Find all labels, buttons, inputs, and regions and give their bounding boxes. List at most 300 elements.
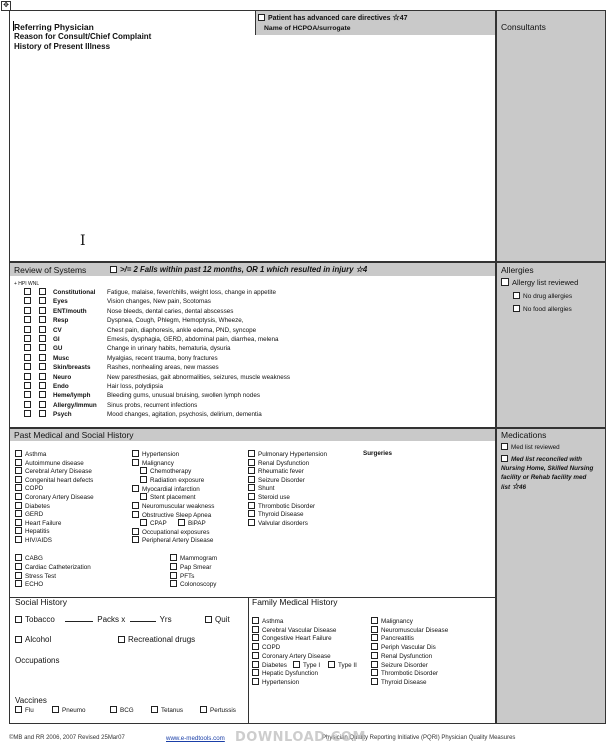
- vaccine-item[interactable]: [110, 706, 134, 714]
- checkbox[interactable]: [252, 643, 259, 650]
- pmsh-title: Past Medical and Social History: [14, 430, 134, 440]
- checkbox[interactable]: [15, 706, 22, 713]
- pmsh-item[interactable]: [248, 510, 304, 518]
- star-icon: ☆: [392, 13, 400, 22]
- ros-system-desc: Bleeding gums, unusual bruising, swollen lymph nodes: [107, 392, 260, 400]
- checkbox[interactable]: [140, 493, 147, 500]
- pmsh-item-label: Cerebral Artery Disease: [25, 468, 92, 476]
- checkbox[interactable]: [248, 467, 255, 474]
- procedure-item[interactable]: [15, 580, 43, 588]
- family-item[interactable]: [252, 652, 331, 660]
- checkbox[interactable]: [24, 316, 31, 323]
- family-item[interactable]: [371, 652, 432, 660]
- checkbox[interactable]: [252, 634, 259, 641]
- text-cursor: [13, 21, 14, 31]
- occupations-label: Occupations: [15, 656, 60, 665]
- checkbox[interactable]: [52, 706, 59, 713]
- ros-system-name: Heme/lymph: [53, 392, 91, 400]
- falls-label: >/= 2 Falls within past 12 months, OR 1 which resulted in injury: [120, 265, 354, 274]
- checkbox[interactable]: [170, 563, 177, 570]
- procedure-item-label: ECHO: [25, 581, 44, 589]
- pmsh-item[interactable]: [140, 476, 204, 484]
- pmsh-item-label: Thrombotic Disorder: [258, 502, 316, 510]
- ros-system-desc: Chest pain, diaphoresis, ankle edema, PND, syncope: [107, 326, 257, 334]
- checkbox[interactable]: [15, 450, 22, 457]
- family-item-label: Neuromuscular Disease: [381, 626, 449, 634]
- ros-system-name: GU: [53, 345, 63, 353]
- pmsh-item[interactable]: [15, 527, 50, 535]
- vaccine-label: Pertussis: [210, 707, 236, 714]
- ros-row: [24, 410, 262, 418]
- consultants-panel: [496, 10, 606, 262]
- vaccine-label: Flu: [25, 707, 34, 714]
- pmsh-item-label: Malignancy: [142, 460, 174, 467]
- checkbox[interactable]: [200, 706, 207, 713]
- procedure-item[interactable]: [15, 563, 91, 571]
- footer-pqri: Physician Quality Reporting Initiative (PQRI) Physician Quality Measures: [322, 735, 516, 741]
- surgeries-label: Surgeries: [363, 450, 393, 457]
- ros-row: [24, 354, 218, 362]
- hcpoa-label: Name of HCPOA/surrogate: [264, 25, 351, 32]
- checkbox[interactable]: [24, 344, 31, 351]
- procedure-item-label: Mammogram: [180, 555, 218, 562]
- checkbox[interactable]: [39, 288, 46, 295]
- family-item-label: Seizure Disorder: [381, 661, 428, 669]
- checkbox[interactable]: [501, 455, 508, 462]
- checkbox[interactable]: [15, 527, 22, 534]
- footer-link[interactable]: www.e-medtools.com: [166, 735, 225, 742]
- checkbox[interactable]: [39, 297, 46, 304]
- pmsh-item-label: Steroid use: [258, 494, 290, 501]
- pmsh-item-label: Congenital heart defects: [25, 476, 94, 484]
- checkbox[interactable]: [178, 519, 185, 526]
- consultants-title: Consultants: [501, 22, 546, 32]
- family-item[interactable]: [371, 643, 436, 651]
- pmsh-item-label: Hepatitis: [25, 528, 50, 536]
- family-item-label: Congestive Heart Failure: [262, 635, 332, 643]
- pmsh-item-label: Thyroid Disease: [258, 511, 304, 519]
- checkbox[interactable]: [39, 307, 46, 314]
- referring-physician-label: Referring Physician: [14, 22, 94, 32]
- family-item-label: Asthma: [262, 618, 284, 625]
- procedure-item[interactable]: [170, 580, 216, 588]
- checkbox[interactable]: [132, 511, 139, 518]
- checkbox[interactable]: [15, 510, 22, 517]
- checkbox[interactable]: [248, 484, 255, 491]
- checkbox[interactable]: [248, 502, 255, 509]
- procedure-item-label: Colonoscopy: [180, 581, 217, 589]
- family-history-title: Family Medical History: [252, 597, 338, 607]
- pmsh-item[interactable]: [132, 528, 210, 536]
- checkbox[interactable]: [371, 669, 378, 676]
- pmsh-item-label: Asthma: [25, 451, 47, 458]
- ros-system-name: Endo: [53, 383, 69, 390]
- allergy-list-reviewed[interactable]: Allergy list reviewed: [501, 278, 578, 287]
- pmsh-item-label: Coronary Artery Disease: [25, 494, 94, 501]
- pmsh-item[interactable]: [248, 484, 274, 492]
- ros-system-desc: Change in urinary habits, hematuria, dysuria: [107, 345, 231, 353]
- checkbox[interactable]: [140, 519, 147, 526]
- checkbox[interactable]: [39, 373, 46, 380]
- checkbox[interactable]: [371, 661, 378, 668]
- family-item-label: Cerebral Vascular Disease: [262, 626, 337, 634]
- checkbox[interactable]: [248, 519, 255, 526]
- pmsh-item[interactable]: [140, 519, 167, 527]
- checkbox[interactable]: [371, 626, 378, 633]
- checkbox[interactable]: [15, 459, 22, 466]
- checkbox[interactable]: [248, 450, 255, 457]
- checkbox[interactable]: [15, 476, 22, 483]
- checkbox[interactable]: [151, 706, 158, 713]
- checkbox[interactable]: [39, 401, 46, 408]
- pmsh-item[interactable]: [132, 459, 174, 467]
- family-item[interactable]: [252, 678, 299, 686]
- ros-row: [24, 307, 233, 315]
- checkbox[interactable]: [39, 316, 46, 323]
- checkbox[interactable]: [371, 652, 378, 659]
- checkbox[interactable]: [24, 401, 31, 408]
- checkbox[interactable]: [132, 502, 139, 509]
- ros-row: [24, 326, 256, 334]
- ros-row: [24, 373, 290, 381]
- checkbox[interactable]: [15, 536, 22, 543]
- pmsh-item[interactable]: [15, 510, 43, 518]
- pmsh-item[interactable]: [15, 476, 93, 484]
- ros-system-name: Musc: [53, 354, 70, 362]
- checkbox[interactable]: [39, 410, 46, 417]
- family-item[interactable]: [371, 669, 438, 677]
- allergies-title: Allergies: [501, 265, 534, 275]
- ros-row: [24, 344, 231, 352]
- ros-system-name: ENT/mouth: [53, 307, 87, 315]
- checkbox[interactable]: [15, 616, 22, 623]
- ros-system-desc: Dyspnea, Cough, Phlegm, Hemoptysis, Wheeze,: [107, 317, 244, 325]
- pmsh-item-label: Valvular disorders: [258, 519, 308, 527]
- checkbox[interactable]: [132, 450, 139, 457]
- checkbox[interactable]: [15, 563, 22, 570]
- pmsh-item[interactable]: [15, 519, 61, 527]
- pmsh-item-label: BiPAP: [188, 520, 206, 527]
- vaccine-item[interactable]: [151, 706, 183, 714]
- checkbox[interactable]: [39, 382, 46, 389]
- ros-row: [24, 335, 279, 343]
- procedure-item-label: Pap Smear: [180, 563, 212, 571]
- checkbox[interactable]: [140, 467, 147, 474]
- checkbox[interactable]: [15, 502, 22, 509]
- pmsh-item[interactable]: [248, 493, 290, 501]
- pmsh-item[interactable]: [132, 536, 213, 544]
- ros-system-name: Psych: [53, 411, 72, 419]
- checkbox[interactable]: [258, 14, 265, 21]
- hpi-label: History of Present Illness: [14, 42, 111, 51]
- ros-system-name: Neuro: [53, 373, 72, 381]
- checkbox[interactable]: [15, 572, 22, 579]
- checkbox[interactable]: [252, 661, 259, 668]
- ros-system-desc: Mood changes, agitation, psychosis, delirium, dementia: [107, 411, 262, 419]
- pmsh-item-label: Diabetes: [25, 502, 50, 510]
- checkbox[interactable]: [110, 706, 117, 713]
- checkbox[interactable]: [132, 536, 139, 543]
- advanced-directives-option[interactable]: [258, 13, 407, 22]
- pmsh-item-label: Hypertension: [142, 451, 180, 458]
- checkbox[interactable]: [15, 484, 22, 491]
- ros-system-desc: New paresthesias, gait abnormalities, seizures, muscle weakness: [107, 373, 291, 381]
- vaccine-item[interactable]: [200, 706, 236, 714]
- pmsh-item-label: Heart Failure: [25, 519, 62, 527]
- checkbox[interactable]: [24, 373, 31, 380]
- checkbox[interactable]: [15, 467, 22, 474]
- checkbox[interactable]: [15, 554, 22, 561]
- pmsh-item-label: Rheumatic fever: [258, 468, 304, 476]
- pmsh-item[interactable]: [15, 459, 84, 467]
- pmsh-item-label: GERD: [25, 511, 44, 519]
- checkbox[interactable]: [170, 572, 177, 579]
- ros-system-name: Resp: [53, 317, 69, 325]
- ros-system-name: Eyes: [53, 298, 68, 306]
- pmsh-item[interactable]: [132, 511, 211, 519]
- ros-row: [24, 401, 197, 409]
- family-item[interactable]: [252, 643, 280, 651]
- diabetes-type2-label: Type II: [338, 661, 357, 669]
- checkbox[interactable]: [513, 305, 520, 312]
- checkbox[interactable]: [371, 643, 378, 650]
- checkbox[interactable]: [132, 459, 139, 466]
- checkbox[interactable]: [39, 363, 46, 370]
- pmsh-item[interactable]: [248, 459, 309, 467]
- checkbox[interactable]: [24, 382, 31, 389]
- checkbox[interactable]: [252, 617, 259, 624]
- family-item[interactable]: [371, 661, 428, 669]
- checkbox[interactable]: [170, 554, 177, 561]
- checkbox[interactable]: [15, 636, 22, 643]
- move-handle-icon[interactable]: ✥: [1, 1, 11, 11]
- pmsh-item-label: Radiation exposure: [150, 477, 205, 484]
- family-item-label: Malignancy: [381, 618, 413, 625]
- checkbox[interactable]: [371, 678, 378, 685]
- pmsh-item[interactable]: [15, 493, 94, 501]
- pmsh-item[interactable]: [140, 493, 196, 501]
- diabetes-type1-label: Type I: [303, 661, 321, 669]
- family-item-label: Hypertension: [262, 678, 300, 686]
- pmsh-item[interactable]: [15, 450, 46, 458]
- checkbox[interactable]: [24, 354, 31, 361]
- ros-system-desc: Vision changes, New pain, Scotomas: [107, 298, 211, 306]
- star-icon: ☆: [511, 482, 520, 491]
- family-item-label: Renal Dysfunction: [381, 652, 433, 660]
- procedure-item[interactable]: [15, 554, 43, 562]
- med-list-reconciled[interactable]: Med list reconciled with Nursing Home, Skilled Nursing facility or Rehab facility med list ☆46: [501, 456, 594, 491]
- ros-system-desc: Myalgias, recent trauma, bony fractures: [107, 354, 218, 362]
- procedure-item-label: CABG: [25, 555, 43, 562]
- checkbox[interactable]: [39, 391, 46, 398]
- checkbox[interactable]: [24, 363, 31, 370]
- family-item[interactable]: [371, 634, 414, 642]
- pmsh-item[interactable]: [132, 485, 200, 493]
- checkbox[interactable]: [110, 266, 117, 273]
- ros-row: [24, 316, 244, 324]
- checkbox[interactable]: [248, 510, 255, 517]
- pmsh-item-label: HIV/AIDS: [25, 537, 52, 544]
- pmsh-item[interactable]: [132, 502, 214, 510]
- checkbox[interactable]: [205, 616, 212, 623]
- procedure-item[interactable]: [170, 572, 194, 580]
- checkbox[interactable]: [501, 278, 509, 286]
- vaccine-label: Tetanus: [161, 707, 184, 714]
- medications-title: Medications: [501, 430, 547, 440]
- pmsh-item[interactable]: [15, 484, 43, 492]
- checkbox[interactable]: [248, 459, 255, 466]
- pmsh-item[interactable]: [248, 450, 327, 458]
- ros-system-desc: Hair loss, polydipsia: [107, 383, 163, 390]
- family-item-label: Thrombotic Disorder: [381, 670, 439, 678]
- checkbox[interactable]: [24, 307, 31, 314]
- checkbox[interactable]: [140, 476, 147, 483]
- checkbox[interactable]: [24, 297, 31, 304]
- vaccines-label: Vaccines: [15, 696, 47, 705]
- pmsh-item[interactable]: [15, 536, 52, 544]
- checkbox[interactable]: [24, 335, 31, 342]
- checkbox[interactable]: [501, 443, 508, 450]
- rec-drugs-option[interactable]: Recreational drugs: [118, 635, 195, 644]
- checkbox[interactable]: [15, 493, 22, 500]
- checkbox[interactable]: [39, 326, 46, 333]
- no-food-allergies[interactable]: No food allergies: [513, 305, 572, 313]
- checkbox[interactable]: [170, 580, 177, 587]
- family-item[interactable]: [252, 617, 283, 625]
- ros-row: [24, 382, 163, 390]
- checkbox[interactable]: [248, 493, 255, 500]
- ros-row: [24, 363, 219, 371]
- pmsh-item-label: Occupational exposures: [142, 529, 210, 536]
- ros-system-name: Constitutional: [53, 289, 96, 296]
- ros-system-desc: Nose bleeds, dental caries, dental abscesses: [107, 307, 234, 315]
- quit-option[interactable]: Quit: [205, 615, 230, 624]
- procedure-item[interactable]: [15, 572, 56, 580]
- family-item[interactable]: [252, 669, 318, 677]
- checkbox[interactable]: [328, 661, 335, 668]
- checkbox[interactable]: [24, 326, 31, 333]
- family-item-label: Diabetes: [262, 661, 287, 669]
- diabetes-type1[interactable]: [293, 661, 320, 669]
- pmsh-item[interactable]: [140, 467, 191, 475]
- pmsh-item-label: Neuromuscular weakness: [142, 503, 215, 510]
- ros-system-name: CV: [53, 326, 62, 334]
- checkbox[interactable]: [39, 344, 46, 351]
- pmsh-item[interactable]: [15, 502, 50, 510]
- checkbox[interactable]: [248, 476, 255, 483]
- procedure-item-label: PFTs: [180, 572, 195, 580]
- no-drug-allergies[interactable]: No drug allergies: [513, 292, 572, 300]
- advanced-directives-number: 47: [399, 15, 408, 22]
- ros-system-name: GI: [53, 336, 60, 343]
- checkbox[interactable]: [15, 580, 22, 587]
- pmsh-item[interactable]: [132, 450, 179, 458]
- checkbox[interactable]: [252, 652, 259, 659]
- family-item-label: Periph Vascular Dis: [381, 644, 436, 652]
- med-list-reviewed[interactable]: Med list reviewed: [501, 443, 560, 451]
- pmsh-item[interactable]: [248, 502, 315, 510]
- footer-copyright: ©MB and RR 2006, 2007 Revised 25Mar07: [9, 735, 125, 741]
- social-history-title: Social History: [15, 597, 67, 607]
- family-item-label: Hepatic Dysfunction: [262, 670, 318, 678]
- pmsh-item[interactable]: [248, 476, 305, 484]
- vaccine-item[interactable]: [15, 706, 34, 714]
- star-icon: ☆: [355, 265, 363, 274]
- checkbox[interactable]: [24, 410, 31, 417]
- family-item[interactable]: [252, 626, 336, 634]
- checkbox[interactable]: [371, 617, 378, 624]
- family-item[interactable]: [252, 634, 332, 642]
- procedure-item-label: Stress Test: [25, 572, 57, 580]
- family-item-label: COPD: [262, 644, 281, 652]
- ibeam-cursor-icon: I: [80, 233, 86, 249]
- pmsh-item-label: Autoimmune disease: [25, 459, 84, 467]
- pmsh-item-label: Shunt: [258, 485, 275, 493]
- checkbox[interactable]: [118, 636, 125, 643]
- ros-row: [24, 297, 211, 305]
- ros-row: [24, 391, 260, 399]
- family-item[interactable]: [371, 617, 413, 625]
- procedure-item[interactable]: [170, 554, 217, 562]
- checkbox[interactable]: [39, 354, 46, 361]
- checkbox[interactable]: [252, 669, 259, 676]
- tobacco-row[interactable]: Tobacco Packs x Yrs: [15, 615, 172, 624]
- pmsh-item-label: CPAP: [150, 520, 167, 527]
- pmsh-item[interactable]: [15, 467, 92, 475]
- pmsh-item-label: Renal Dysfunction: [258, 459, 310, 467]
- ros-system-name: Allergy/Immun: [53, 401, 97, 409]
- reason-label: Reason for Consult/Chief Complaint: [14, 32, 152, 41]
- ros-column-header: + HPI WNL: [14, 281, 40, 287]
- checkbox[interactable]: [39, 335, 46, 342]
- checkbox[interactable]: [132, 485, 139, 492]
- ros-system-name: Skin/breasts: [53, 364, 91, 372]
- procedure-item[interactable]: [170, 563, 212, 571]
- checkbox[interactable]: [252, 626, 259, 633]
- falls-option[interactable]: [110, 265, 367, 274]
- family-item-label: Thyroid Disease: [381, 678, 427, 686]
- family-item[interactable]: [371, 678, 427, 686]
- pmsh-item-label: Peripheral Artery Disease: [142, 537, 214, 544]
- falls-number: 4: [362, 265, 368, 274]
- alcohol-option[interactable]: Alcohol: [15, 635, 51, 644]
- pmsh-item[interactable]: [178, 519, 206, 527]
- family-item[interactable]: [252, 661, 287, 669]
- pmsh-item-label: Obstructive Sleep Apnea: [142, 512, 212, 519]
- pmsh-item-label: COPD: [25, 485, 44, 493]
- family-item-label: Pancreatitis: [381, 635, 414, 643]
- ros-system-desc: Emesis, dysphagia, GERD, abdominal pain, diarrhea, melena: [107, 336, 279, 343]
- checkbox[interactable]: [293, 661, 300, 668]
- pmsh-item-label: Pulmonary Hypertension: [258, 451, 327, 458]
- vaccine-item[interactable]: [52, 706, 85, 714]
- pmsh-item[interactable]: [248, 519, 308, 527]
- packs-input[interactable]: [65, 615, 93, 622]
- pmsh-item[interactable]: [248, 467, 304, 475]
- checkbox[interactable]: [371, 634, 378, 641]
- checkbox[interactable]: [24, 391, 31, 398]
- checkbox[interactable]: [132, 528, 139, 535]
- advanced-directives-label: Patient has advanced care directives: [268, 15, 391, 22]
- years-input[interactable]: [130, 615, 156, 622]
- checkbox[interactable]: [513, 292, 520, 299]
- family-item[interactable]: [371, 626, 448, 634]
- checkbox[interactable]: [252, 678, 259, 685]
- checkbox[interactable]: [15, 519, 22, 526]
- ros-system-desc: Sinus probs, recurrent infections: [107, 401, 198, 409]
- diabetes-type2[interactable]: [328, 661, 357, 669]
- checkbox[interactable]: [24, 288, 31, 295]
